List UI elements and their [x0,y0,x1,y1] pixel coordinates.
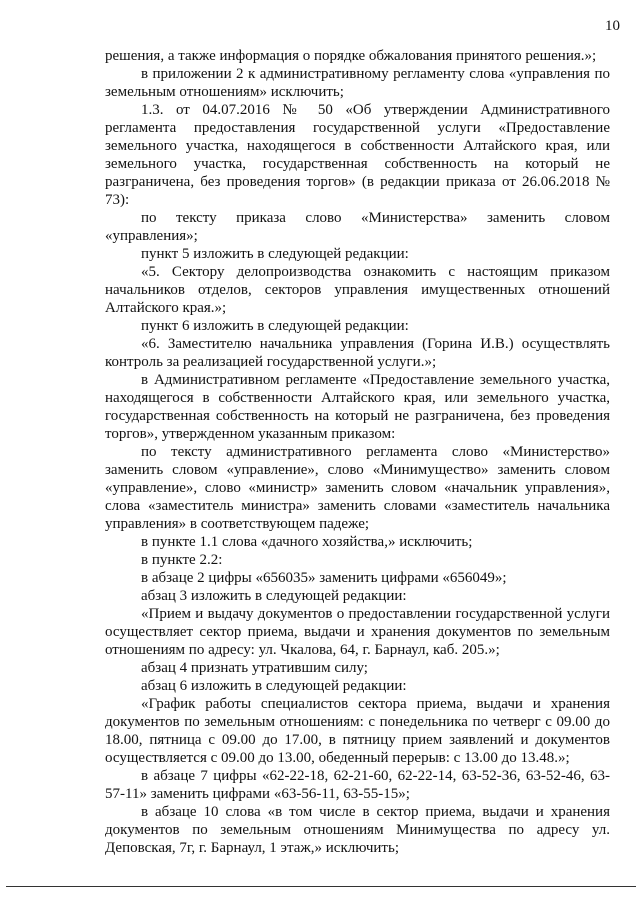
paragraph-item-6-intro: пункт 6 изложить в следующей редакции: [141,318,409,334]
paragraph-abzac-3-text: «Прием и выдачу документов о предоставлении государственной услуги осуществляет сектор приема, выдачи и хранения документов по земельным отношениям по адресу: ул. Чкалова, 64, г. Барнаул, каб. 205.»; [105,606,610,658]
page-bottom-divider [6,886,636,887]
paragraph-replace-ministry: по тексту приказа слово «Министерства» заменить словом «управления»; [105,210,610,244]
paragraph-abzac-6-intro: абзац 6 изложить в следующей редакции: [141,678,407,694]
paragraph-item-5-text: «5. Сектору делопроизводства ознакомить с настоящим приказом начальников отделов, секторов управления имущественных отношений Алтайского края.»; [105,264,610,316]
paragraph-abzac-3-intro: абзац 3 изложить в следующей редакции: [141,588,407,604]
paragraph-item-6-text: «6. Заместителю начальника управления (Горина И.В.) осуществлять контроль за реализацией государственной услуги.»; [105,336,610,370]
paragraph-continuation: решения, а также информация о порядке обжалования принятого решения.»; [105,48,597,64]
paragraph-abzac-7: в абзаце 7 цифры «62-22-18, 62-21-60, 62-22-14, 63-52-36, 63-52-46, 63-57-11» заменить цифрами «63-56-11, 63-55-15»; [105,768,610,802]
paragraph-appendix-2: в приложении 2 к административному регламенту слова «управления по земельным отношениям» исключить; [105,66,610,100]
paragraph-regulation-intro: в Административном регламенте «Предоставление земельного участка, находящегося в собственности Алтайского края, или земельного участка, государственная собственность на который не разграничена, без проведения торгов», утвержденном указанным приказом: [105,372,610,442]
page-number: 10 [605,18,620,34]
paragraph-abzac-10: в абзаце 10 слова «в том числе в сектор приема, выдачи и хранения документов по земельным отношениям Минимущества по адресу ул. Деповская, 7г, г. Барнаул, 1 этаж,» исключить; [105,804,610,856]
paragraph-item-5-intro: пункт 5 изложить в следующей редакции: [141,246,409,262]
paragraph-regulation-terms: по тексту административного регламента слово «Министерство» заменить словом «управление», слово «Минимущество» заменить словом «управление», слово «министр» заменить словом «начальник управления», слова «заместитель министра» заменить словами «заместитель начальника управления» в соответствующем падеже; [105,444,610,532]
paragraph-abzac-4: абзац 4 признать утратившим силу; [141,660,368,676]
paragraph-abzac-6-text: «График работы специалистов сектора приема, выдачи и хранения документов по земельным отношениям: с понедельника по четверг с 09.00 до 18.00, пятница с 09.00 до 17.00, в пятницу прием заявлений и документов осуществляется с 09.00 до 13.00, обеденный перерыв: с 13.00 до 13.48.»; [105,696,610,766]
document-body [105,47,610,857]
paragraph-clause-1-1: в пункте 1.1 слова «дачного хозяйства,» исключить; [141,534,473,550]
paragraph-item-1-3: 1.3. от 04.07.2016 № 50 «Об утверждении Административного регламента предоставления государственной услуги «Предоставление земельного участка, находящегося в собственности Алтайского края, или земельного участка, государственная собственность на который не разграничена, без проведения торгов» (в редакции приказа от 26.06.2018 № 73): [105,102,610,208]
paragraph-abzac-2: в абзаце 2 цифры «656035» заменить цифрами «656049»; [141,570,507,586]
paragraph-clause-2-2: в пункте 2.2: [141,552,223,568]
